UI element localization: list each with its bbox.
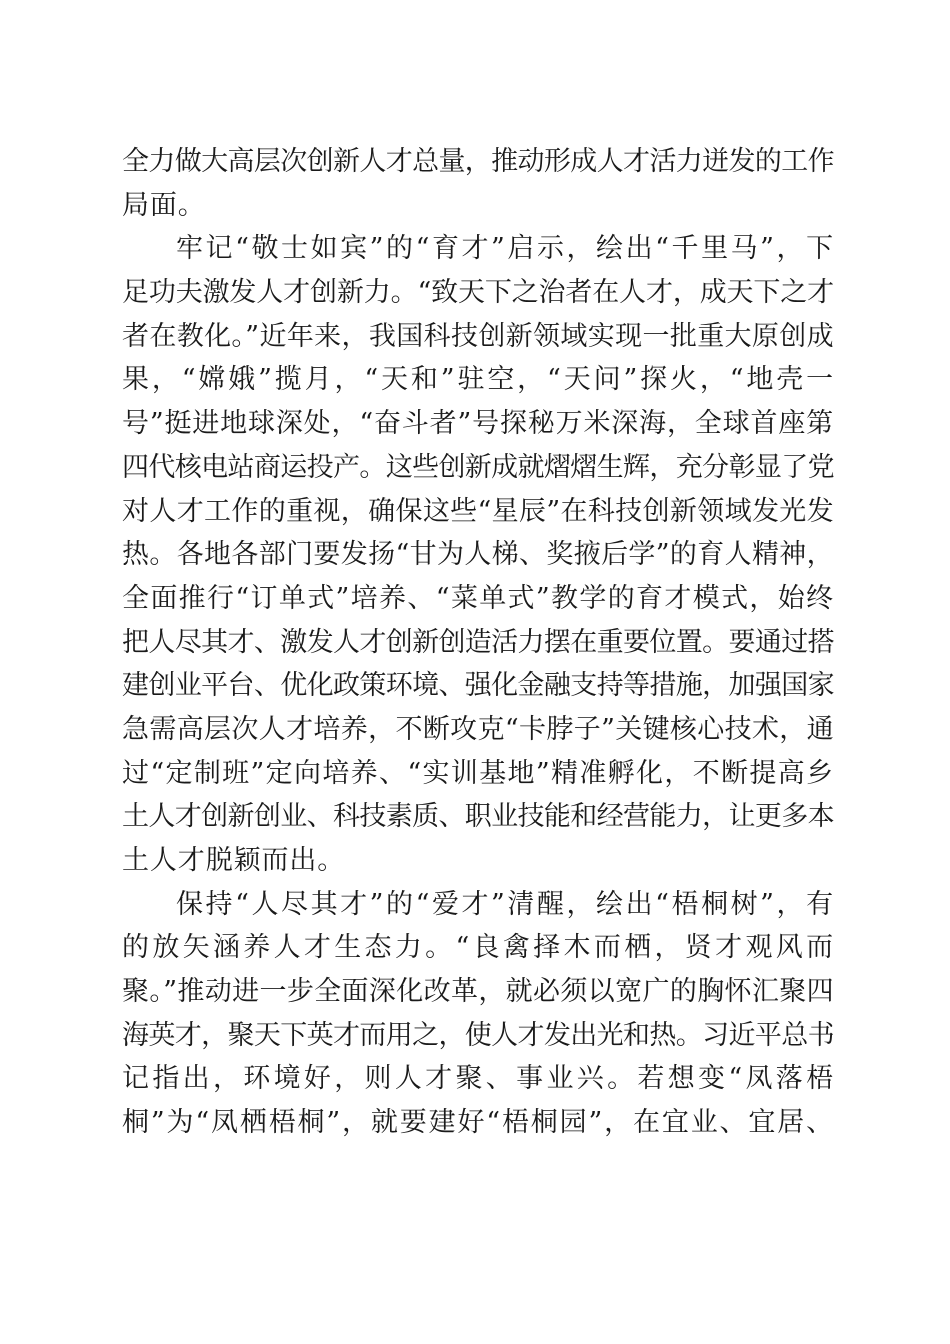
text-line: 过“定制班”定向培养、“实训基地”精准孵化，不断提高乡 [122,757,834,789]
text-line: 建创业平台、优化政策环境、强化金融支持等措施，加强国家 [122,670,834,702]
text-line: 足功夫激发人才创新力。“致天下之治者在人才，成天下之才 [122,277,834,309]
text-line: 的放矢涵养人才生态力。“良禽择木而栖，贤才观风而 [122,932,834,964]
text-line: 牢记“敬士如宾”的“育才”启示，绘出“千里马”，下 [176,233,834,265]
text-line: 记指出，环境好，则人才聚、事业兴。若想变“凤落梧 [122,1063,834,1095]
text-line: 桐”为“凤栖梧桐”，就要建好“梧桐园”，在宜业、宜居、 [122,1107,834,1139]
text-line: 号”挺进地球深处，“奋斗者”号探秘万米深海，全球首座第 [122,408,834,440]
text-line: 果，“嫦娥”揽月，“天和”驻空，“天问”探火，“地壳一 [122,364,834,396]
text-line: 海英才，聚天下英才而用之，使人才发出光和热。习近平总书 [122,1019,834,1051]
text-line: 土人才创新创业、科技素质、职业技能和经营能力，让更多本 [122,801,834,833]
text-line: 全力做大高层次创新人才总量，推动形成人才活力迸发的工作 [122,146,834,177]
text-line: 保持“人尽其才”的“爱才”清醒，绘出“梧桐树”，有 [176,888,834,920]
text-line: 局面。 [122,189,206,221]
text-line: 热。各地各部门要发扬“甘为人梯、奖掖后学”的育人精神， [122,539,834,571]
text-line: 把人尽其才、激发人才创新创造活力摆在重要位置。要通过搭 [122,626,834,658]
paragraph-3 [122,883,834,1145]
paragraph-1 [122,140,834,227]
text-line: 聚。”推动进一步全面深化改革，就必须以宽广的胸怀汇聚四 [122,976,834,1008]
text-line: 急需高层次人才培养，不断攻克“卡脖子”关键核心技术，通 [122,713,834,745]
text-line: 四代核电站商运投产。这些创新成就熠熠生辉，充分彰显了党 [122,451,834,483]
paragraph-2 [122,227,834,882]
text-line: 者在教化。”近年来，我国科技创新领域实现一批重大原创成 [122,320,834,352]
text-line: 对人才工作的重视，确保这些“星辰”在科技创新领域发光发 [122,495,834,527]
text-line: 土人才脱颖而出。 [122,845,346,876]
document-body [122,140,834,1145]
text-line: 全面推行“订单式”培养、“菜单式”教学的育才模式，始终 [122,582,834,614]
